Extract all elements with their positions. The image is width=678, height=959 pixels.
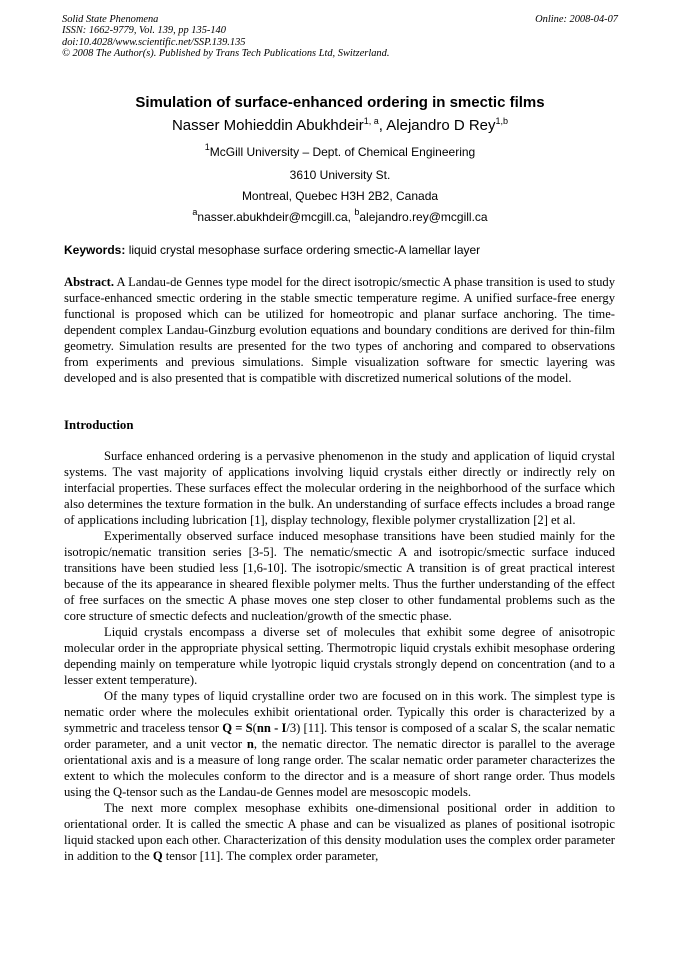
abstract-text: A Landau-de Gennes type model for the direct isotropic/smectic A phase transition is used to study surface-enhanced smectic ordering in the stable smectic temperature regime. A unified surface-free energy functional is proposed which can be utilized for homeotropic and planar surface anchoring. The time-dependent complex Landau-Ginzburg evolution equations and boundary conditions are derived for thin-film geometry. Simulation results are presented for the two types of anchoring and compared to observations from experiments and previous simulations. Simple visualization software for smectic layering was developed and is also presented that is compatible with discretized numerical solutions of the model.	[64, 275, 615, 385]
scalar-s: S	[245, 721, 253, 735]
author-2-affiliation-mark: 1,b	[495, 116, 509, 126]
author-line	[40, 116, 640, 136]
affiliation-street: 3610 University St.	[289, 168, 391, 182]
director-n: n	[246, 737, 254, 751]
p5-text-b: tensor [11]. The complex order parameter,	[162, 849, 379, 863]
intro-paragraph-2: Experimentally observed surface induced mesophase transitions have been studied mainly for the isotropic/nematic transition series [3-5]. The nematic/smectic A and isotropic/smectic surface induced transitions have been studied less [1,6-10]. The isotropic/smectic A transition is of great practical interest because of the its appearance in sheared flexible polymer melts. Thus the further understanding of the effect of free surfaces on the smectic A phase moves one step closer to other fundamental problems such as the core structure of smectic defects and nucleation/growth of the smectic phase.	[64, 529, 615, 623]
journal-copyright: © 2008 The Author(s). Published by Trans Tech Publications Ltd, Switzerland.	[62, 48, 390, 60]
keywords-text: liquid crystal mesophase surface ordering smectic-A lamellar layer	[125, 243, 481, 257]
journal-name: Solid State Phenomena	[62, 14, 159, 25]
journal-doi: doi:10.4028/www.scientific.net/SSP.139.135	[62, 36, 246, 48]
paper-title: Simulation of surface-enhanced ordering in smectic films	[135, 94, 545, 111]
affiliation-emails	[40, 207, 640, 224]
nn-minus-i: nn - I	[256, 721, 287, 735]
p4-text-a: Of the many types of liquid crystalline order two are focused on in this work. The simplest type is nematic order where the molecules exhibit orientational order. Typically this order is characterized by a symmetric and traceless tensor	[64, 689, 615, 735]
email-b: alejandro.rey@mcgill.ca	[359, 210, 488, 224]
intro-paragraph-4	[64, 688, 615, 800]
author-1: Nasser Mohieddin Abukhdeir	[171, 117, 364, 134]
abstract	[64, 274, 615, 386]
introduction-body	[64, 448, 615, 864]
abstract-label: Abstract.	[64, 275, 115, 289]
open-paren: (	[252, 721, 257, 735]
email-separator: ,	[347, 210, 355, 224]
email-b-mark: b	[354, 207, 360, 217]
intro-paragraph-5	[64, 800, 615, 864]
author-separator: ,	[378, 117, 387, 134]
p4-text-b: , the nematic director. The nematic director is parallel to the average orientational axis and is a measure of long range order. The scalar nematic order parameter characterizes the extent to which the molecules conform to the director and is a measure of short range order. Thus models using the Q-tensor such as the Landau-de Gennes model are mesoscopic models.	[64, 737, 616, 799]
journal-issn: ISSN: 1662-9779, Vol. 139, pp 135-140	[62, 25, 226, 37]
journal-header	[62, 14, 618, 60]
intro-paragraph-3: Liquid crystals encompass a diverse set of molecules that exhibit some degree of anisotropic molecular order in the appropriate physical setting. Thermotropic liquid crystals exhibit mesophase ordering depending mainly on temperature while lyotropic liquid crystals strongly depend on concentration (and to a lesser extent temperature).	[64, 625, 615, 687]
affiliation-city: Montreal, Quebec H3H 2B2, Canada	[241, 189, 439, 203]
tensor-q: Q	[222, 721, 233, 735]
affiliation-line-1	[40, 142, 640, 159]
affiliation-mark: 1	[204, 142, 210, 152]
author-2: Alejandro D Rey	[386, 117, 496, 134]
intro-paragraph-1: Surface enhanced ordering is a pervasive phenomenon in the study and application of liquid crystal systems. The vast majority of applications involving liquid crystals either directly or indirectly rely on interfacial properties. These surfaces effect the molecular ordering in the neighborhood of the surface which also determines the texture formation in the bulk. An understanding of surface effects includes a broad range of applications including lubrication [1], display technology, flexible polymer crystallization [2] et al.	[64, 449, 615, 527]
p5-text-a: The next more complex mesophase exhibits one-dimensional positional order in addition to orientational order. It is called the smectic A phase and can be visualized as planes of positional isotropic liquid stacked upon each other. Characterization of this density modulation uses the complex order parameter in addition to the	[64, 801, 615, 863]
keywords-label: Keywords:	[64, 243, 126, 257]
section-heading-introduction: Introduction	[64, 418, 134, 432]
keywords	[64, 243, 624, 258]
p4-text-mid: /3) [11]. This tensor is composed of a scalar S, the scalar nematic order parameter, and a unit vector	[64, 721, 615, 751]
author-1-affiliation-mark: 1, a	[363, 116, 379, 126]
equals-sign: =	[232, 721, 246, 735]
email-a-mark: a	[192, 207, 198, 217]
email-a: nasser.abukhdeir@mcgill.ca	[197, 210, 348, 224]
affiliation-institution: McGill University – Dept. of Chemical Engineering	[209, 145, 476, 159]
tensor-q-ref: Q	[152, 849, 163, 863]
online-date: Online: 2008-04-07	[535, 14, 618, 25]
